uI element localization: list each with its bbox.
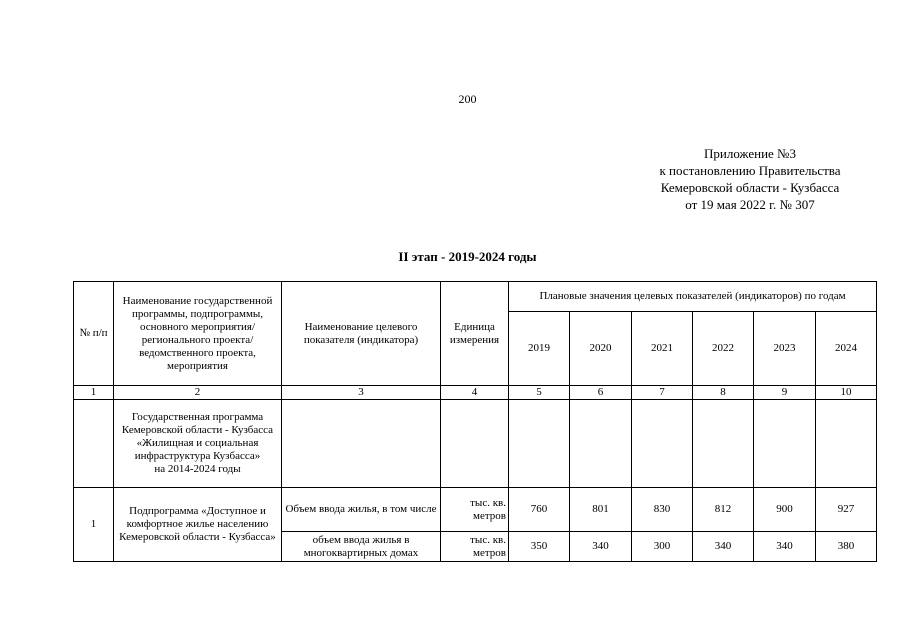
program-name: Государственная программа Кемеровской области - Кузбасса «Жилищная и социальная инфраструктура Кузбасса» — [121, 411, 274, 462]
empty-cell — [570, 400, 632, 488]
indicator-value: 927 — [816, 488, 877, 532]
column-number: 9 — [754, 386, 816, 400]
column-number: 10 — [816, 386, 877, 400]
header-year: 2020 — [570, 312, 632, 386]
empty-cell — [693, 400, 754, 488]
stage-title: II этап - 2019-2024 годы — [398, 249, 537, 264]
header-planned: Плановые значения целевых показателей (индикаторов) по годам — [509, 282, 877, 312]
appendix-line-4: от 19 мая 2022 г. № 307 — [685, 197, 815, 212]
program-period: на 2014-2024 годы — [154, 463, 241, 475]
indicator-value: 340 — [570, 532, 632, 562]
header-year: 2021 — [632, 312, 693, 386]
indicator-value: 380 — [816, 532, 877, 562]
header-indicator: Наименование целевого показателя (индикатора) — [282, 282, 441, 386]
column-number: 3 — [282, 386, 441, 400]
indicator-value: 340 — [754, 532, 816, 562]
indicator-value: 350 — [509, 532, 570, 562]
appendix-line-2: к постановлению Правительства — [659, 163, 841, 178]
subprogram-name: Подпрограмма «Доступное и комфортное жилье населению Кемеровской области - Кузбасса» — [114, 488, 282, 562]
column-number: 4 — [441, 386, 509, 400]
indicator-value: 830 — [632, 488, 693, 532]
header-program: Наименование государственной программы, подпрограммы, основного мероприятия/ регионального проекта/ ведомственного проекта, мероприятия — [114, 282, 282, 386]
program-num-cell — [74, 400, 114, 488]
column-number: 6 — [570, 386, 632, 400]
header-year: 2024 — [816, 312, 877, 386]
subprogram-num: 1 — [74, 488, 114, 562]
column-number: 5 — [509, 386, 570, 400]
indicator-name: объем ввода жилья в многоквартирных домах — [282, 532, 441, 562]
appendix-block — [615, 145, 885, 213]
header-year: 2022 — [693, 312, 754, 386]
indicator-name: Объем ввода жилья, в том числе — [282, 488, 441, 532]
column-number: 7 — [632, 386, 693, 400]
indicator-value: 340 — [693, 532, 754, 562]
header-unit: Единица измерения — [441, 282, 509, 386]
program-name-cell — [114, 400, 282, 488]
appendix-line-1: Приложение №3 — [704, 146, 796, 161]
indicator-value: 812 — [693, 488, 754, 532]
indicator-unit: тыс. кв. метров — [441, 532, 509, 562]
column-number: 8 — [693, 386, 754, 400]
header-row-1 — [74, 282, 877, 312]
indicator-value: 760 — [509, 488, 570, 532]
indicator-unit: тыс. кв. метров — [441, 488, 509, 532]
empty-cell — [282, 400, 441, 488]
header-year: 2019 — [509, 312, 570, 386]
indicator-value: 801 — [570, 488, 632, 532]
indicator-value: 300 — [632, 532, 693, 562]
indicators-table — [73, 281, 877, 562]
column-number: 2 — [114, 386, 282, 400]
empty-cell — [441, 400, 509, 488]
column-number: 1 — [74, 386, 114, 400]
empty-cell — [509, 400, 570, 488]
empty-cell — [754, 400, 816, 488]
header-num: № п/п — [74, 282, 114, 386]
appendix-line-3: Кемеровской области - Кузбасса — [660, 180, 840, 195]
empty-cell — [816, 400, 877, 488]
header-year: 2023 — [754, 312, 816, 386]
subprogram-row-1 — [74, 488, 877, 532]
page-number: 200 — [458, 92, 477, 106]
indicator-value: 900 — [754, 488, 816, 532]
column-number-row — [74, 386, 877, 400]
program-row — [74, 400, 877, 488]
empty-cell — [632, 400, 693, 488]
